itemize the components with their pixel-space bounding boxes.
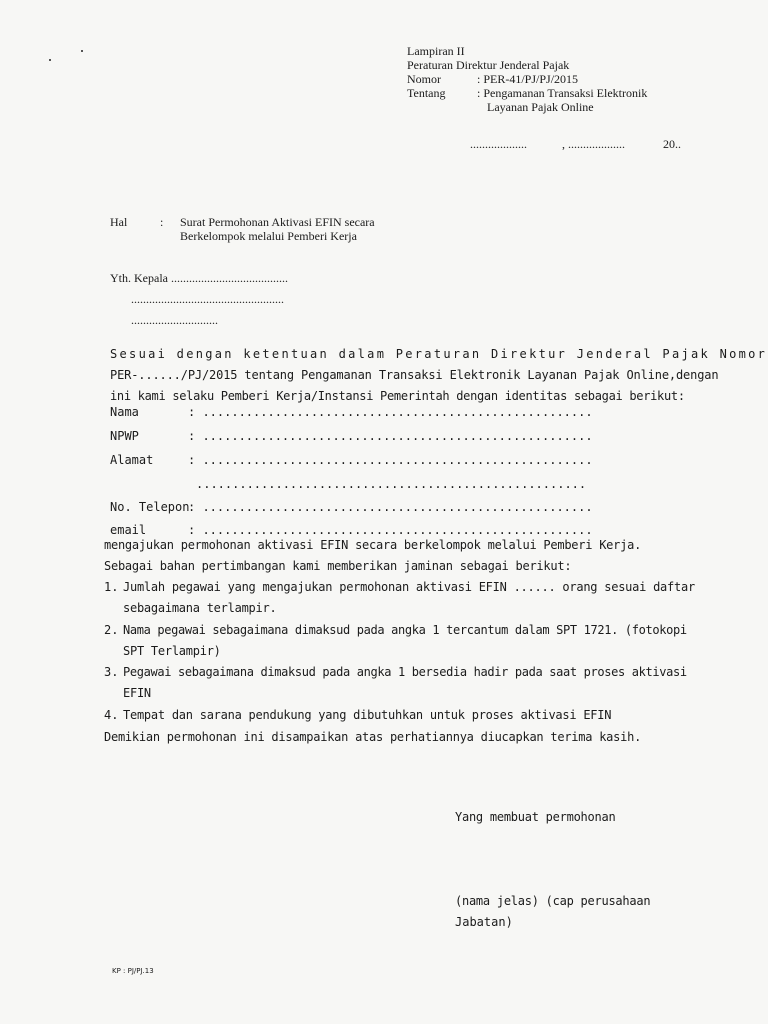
header-nomor-label: Nomor	[407, 72, 441, 86]
header-tentang-value: : Pengamanan Transaksi Elektronik	[477, 86, 648, 100]
request-text: mengajukan permohonan aktivasi EFIN secara berkelompok melalui Pemberi Kerja.	[104, 538, 642, 552]
scan-speck	[49, 59, 51, 61]
addressee-line-1: Yth. Kepala .......................................	[110, 271, 288, 285]
list-item-4-line-1: Tempat dan sarana pendukung yang dibutuhkan untuk proses aktivasi EFIN	[123, 708, 612, 722]
field-email-value: : ......................................................	[188, 523, 593, 537]
subject-line-2: Berkelompok melalui Pemberi Kerja	[180, 229, 357, 243]
consideration-intro: Sebagai bahan pertimbangan kami memberikan jaminan sebagai berikut:	[104, 559, 572, 573]
date-year: 20..	[663, 137, 681, 151]
subject-colon: :	[160, 215, 164, 229]
field-nama-value: : ......................................................	[188, 405, 593, 419]
body-line-3: ini kami selaku Pemberi Kerja/Instansi Pemerintah dengan identitas sebagai berikut:	[110, 389, 685, 403]
header-tentang-value-2: Layanan Pajak Online	[487, 100, 594, 114]
field-telepon-label: No. Telepon	[110, 500, 190, 514]
list-item-2-number: 2.	[104, 623, 119, 637]
list-item-3-number: 3.	[104, 665, 119, 679]
scan-speck	[81, 50, 83, 52]
signature-name-line: (nama jelas) (cap perusahaan	[455, 894, 651, 908]
list-item-4-number: 4.	[104, 708, 119, 722]
list-item-2-line-2: SPT Terlampir)	[123, 644, 221, 658]
field-alamat-2-value: ......................................................	[196, 477, 587, 491]
field-nama-label: Nama	[110, 405, 139, 419]
body-line-2: PER-....../PJ/2015 tentang Pengamanan Transaksi Elektronik Layanan Pajak Online,dengan	[110, 368, 719, 382]
date-day-month: , ...................	[562, 137, 625, 151]
subject-label: Hal	[110, 215, 128, 229]
field-npwp-label: NPWP	[110, 429, 139, 443]
addressee-line-3: .............................	[131, 313, 218, 327]
list-item-3-line-2: EFIN	[123, 686, 151, 700]
field-npwp-value: : ......................................................	[188, 429, 593, 443]
field-email-label: email	[110, 523, 147, 537]
list-item-1-line-2: sebagaimana terlampir.	[123, 601, 277, 615]
signature-position-line: Jabatan)	[455, 915, 513, 929]
footer-code: KP : PJ/PJ.13	[112, 967, 154, 975]
header-nomor-value: : PER-41/PJ/PJ/2015	[477, 72, 579, 86]
field-telepon-value: : ......................................................	[188, 500, 593, 514]
signature-maker: Yang membuat permohonan	[455, 810, 616, 824]
list-item-1-number: 1.	[104, 580, 119, 594]
closing-text: Demikian permohonan ini disampaikan atas perhatiannya diucapkan terima kasih.	[104, 730, 642, 744]
subject-line-1: Surat Permohonan Aktivasi EFIN secara	[180, 215, 375, 229]
list-item-1-line-1: Jumlah pegawai yang mengajukan permohonan aktivasi EFIN ...... orang sesuai daftar	[123, 580, 695, 594]
body-line-1: Sesuai dengan ketentuan dalam Peraturan Direktur Jenderal Pajak Nomor	[110, 347, 768, 361]
field-alamat-label: Alamat	[110, 453, 154, 467]
date-place: ...................	[470, 137, 527, 151]
list-item-2-line-1: Nama pegawai sebagaimana dimaksud pada angka 1 tercantum dalam SPT 1721. (fotokopi	[123, 623, 687, 637]
addressee-line-2: ...................................................	[131, 292, 284, 306]
header-peraturan: Peraturan Direktur Jenderal Pajak	[407, 58, 570, 72]
list-item-3-line-1: Pegawai sebagaimana dimaksud pada angka 1 bersedia hadir pada saat proses aktivasi	[123, 665, 687, 679]
field-alamat-value: : ......................................................	[188, 453, 593, 467]
header-tentang-label: Tentang	[407, 86, 446, 100]
header-lampiran: Lampiran II	[407, 44, 465, 58]
